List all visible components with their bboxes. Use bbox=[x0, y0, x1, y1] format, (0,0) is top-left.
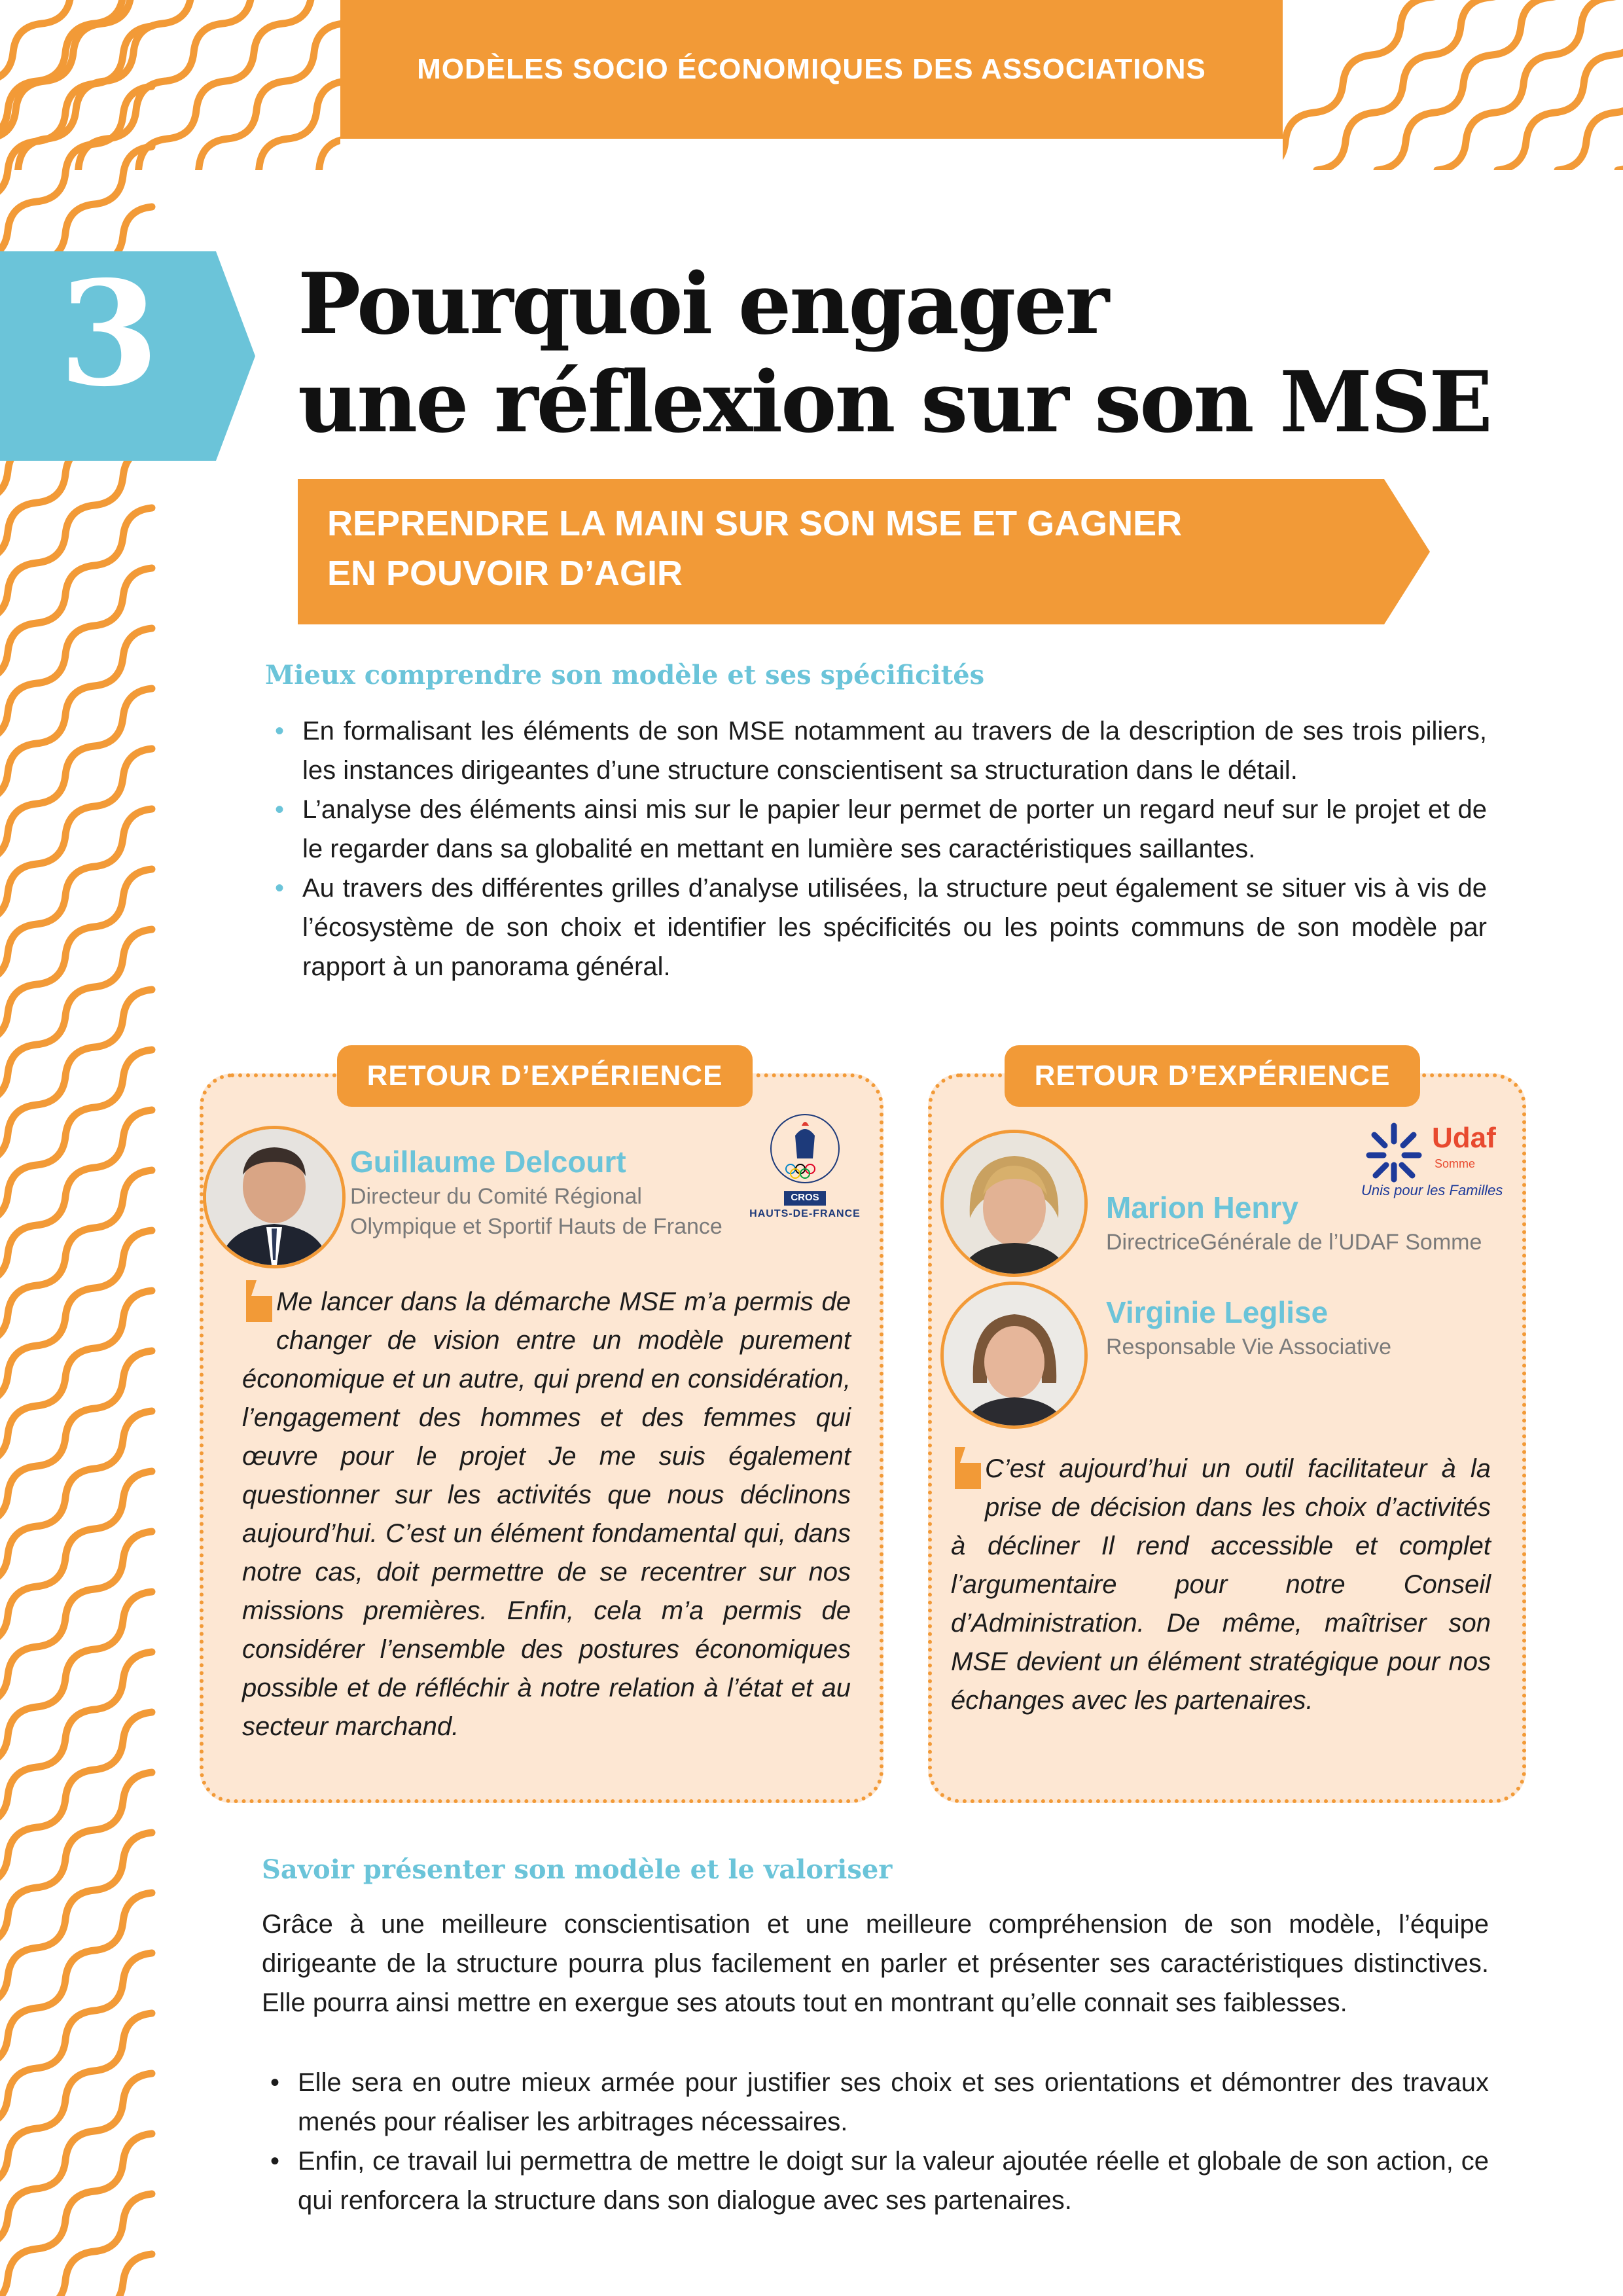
person-name: Marion Henry bbox=[1106, 1191, 1298, 1225]
quote-icon bbox=[951, 1447, 981, 1489]
bullet-icon: • bbox=[275, 874, 285, 903]
person-role: Responsable Vie Associative bbox=[1106, 1335, 1391, 1359]
header-banner bbox=[340, 0, 1283, 139]
quote-text: Me lancer dans la démarche MSE m’a permis de changer de vision entre un modèle purement économique et un autre, qui prend en considération, l’engagement des hommes et des femmes qui œuvre pour le projet Je me suis également questionner sur les activités que nous déclinons aujourd’hui. C’est un élément fondamental qui, dans notre cas, doit permettre de se recentrer sur nos missions premières. Enfin, cela m’a permis de considérer l’ensemble des postures économiques possible et de réfléchir à notre relation à l’état et au secteur marchand. bbox=[242, 1287, 851, 1741]
udaf-logo-sub: Somme bbox=[1435, 1157, 1476, 1170]
page-title-line1: Pourquoi engager bbox=[298, 255, 1108, 353]
udaf-logo-name: Udaf bbox=[1432, 1122, 1496, 1154]
quote-icon bbox=[242, 1280, 272, 1322]
person-role: Directeur du Comité Régional Olympique et Sportif Hauts de France bbox=[350, 1184, 722, 1239]
header-title: MODÈLES SOCIO ÉCONOMIQUES DES ASSOCIATIONS bbox=[417, 53, 1206, 85]
cros-logo-sub: HAUTS-DE-FRANCE bbox=[749, 1208, 861, 1219]
list-item: • Enfin, ce travail lui permettra de mettre le doigt sur la valeur ajoutée réelle et globale de son action, ce qui renforcera la structure dans son dialogue avec ses partenaires. bbox=[265, 2142, 1489, 2220]
list-item: • Elle sera en outre mieux armée pour justifier ses choix et ses orientations et démontrer des travaux menés pour réaliser les arbitrages nécessaires. bbox=[265, 2063, 1489, 2142]
testimonial-quote-cros bbox=[242, 1283, 851, 1746]
udaf-logo bbox=[1361, 1119, 1518, 1204]
list-item: • Au travers des différentes grilles d’analyse utilisées, la structure peut également se situer vis à vis de l’écosystème de son choix et identifier les spécificités ou les points communs de son modèle par rapport à un panorama général. bbox=[270, 869, 1487, 986]
bullet-icon: • bbox=[270, 2068, 280, 2097]
list-item: • L’analyse des éléments ainsi mis sur le papier leur permet de porter un regard neuf sur le projet et de le regarder dans sa globalité en mettant en lumière ses caractéristiques saillantes. bbox=[270, 790, 1487, 869]
understanding-bullet-list bbox=[270, 711, 1487, 986]
testimonial-badge: RETOUR D’EXPÉRIENCE bbox=[337, 1045, 753, 1107]
avatar-guillaume-delcourt bbox=[203, 1126, 346, 1268]
bullet-icon: • bbox=[275, 717, 285, 745]
subtitle bbox=[327, 499, 1374, 598]
decorative-waves-top bbox=[0, 0, 340, 170]
quote-text: C’est aujourd’hui un outil facilitateur à la prise de décision dans les choix d’activités à décliner Il rend accessible et complet l’argumentaire pour notre Conseil d’Administration. De même, maîtriser son MSE devient un élément stratégique pour nos échanges avec les partenaires. bbox=[951, 1454, 1491, 1715]
section-number: 3 bbox=[59, 249, 160, 418]
avatar-virginie-leglise bbox=[940, 1282, 1088, 1429]
decorative-waves-right bbox=[1283, 0, 1623, 170]
cros-logo bbox=[740, 1106, 870, 1224]
subtitle-line2: EN POUVOIR D’AGIR bbox=[327, 554, 683, 593]
list-item: • En formalisant les éléments de son MSE notamment au travers de la description de ses trois piliers, les instances dirigeantes d’une structure conscientisent sa structuration dans le détail. bbox=[270, 711, 1487, 790]
bullet-icon: • bbox=[270, 2147, 280, 2176]
subtitle-line1: REPRENDRE LA MAIN SUR SON MSE ET GAGNER bbox=[327, 504, 1183, 543]
person-role: DirectriceGénérale de l’UDAF Somme bbox=[1106, 1230, 1482, 1255]
cros-logo-label: CROS bbox=[791, 1192, 819, 1203]
page-title-line2: une réflexion sur son MSE bbox=[298, 353, 1491, 452]
person-name: Virginie Leglise bbox=[1106, 1295, 1329, 1329]
testimonial-badge: RETOUR D’EXPÉRIENCE bbox=[1005, 1045, 1420, 1107]
udaf-logo-tagline: Unis pour les Familles bbox=[1361, 1182, 1503, 1198]
present-paragraph: Grâce à une meilleure conscientisation et une meilleure compréhension de son modèle, l’équipe dirigeante de la structure pourra plus facilement en parler et présenter ses caractéristiques distinctives. Elle pourra ainsi mettre en exergue ses atouts tout en montrant qu’elle connait ses faiblesses. bbox=[262, 1910, 1489, 2017]
section-heading-present: Savoir présenter son modèle et le valoriser bbox=[262, 1854, 893, 1885]
avatar-marion-henry bbox=[940, 1130, 1088, 1277]
bullet-icon: • bbox=[275, 795, 285, 824]
testimonial-quote-udaf bbox=[951, 1450, 1491, 1720]
present-bullet-list bbox=[265, 2063, 1489, 2220]
page-title bbox=[298, 255, 1541, 452]
section-heading-understand: Mieux comprendre son modèle et ses spécificités bbox=[265, 660, 985, 691]
person-name: Guillaume Delcourt bbox=[350, 1145, 626, 1179]
